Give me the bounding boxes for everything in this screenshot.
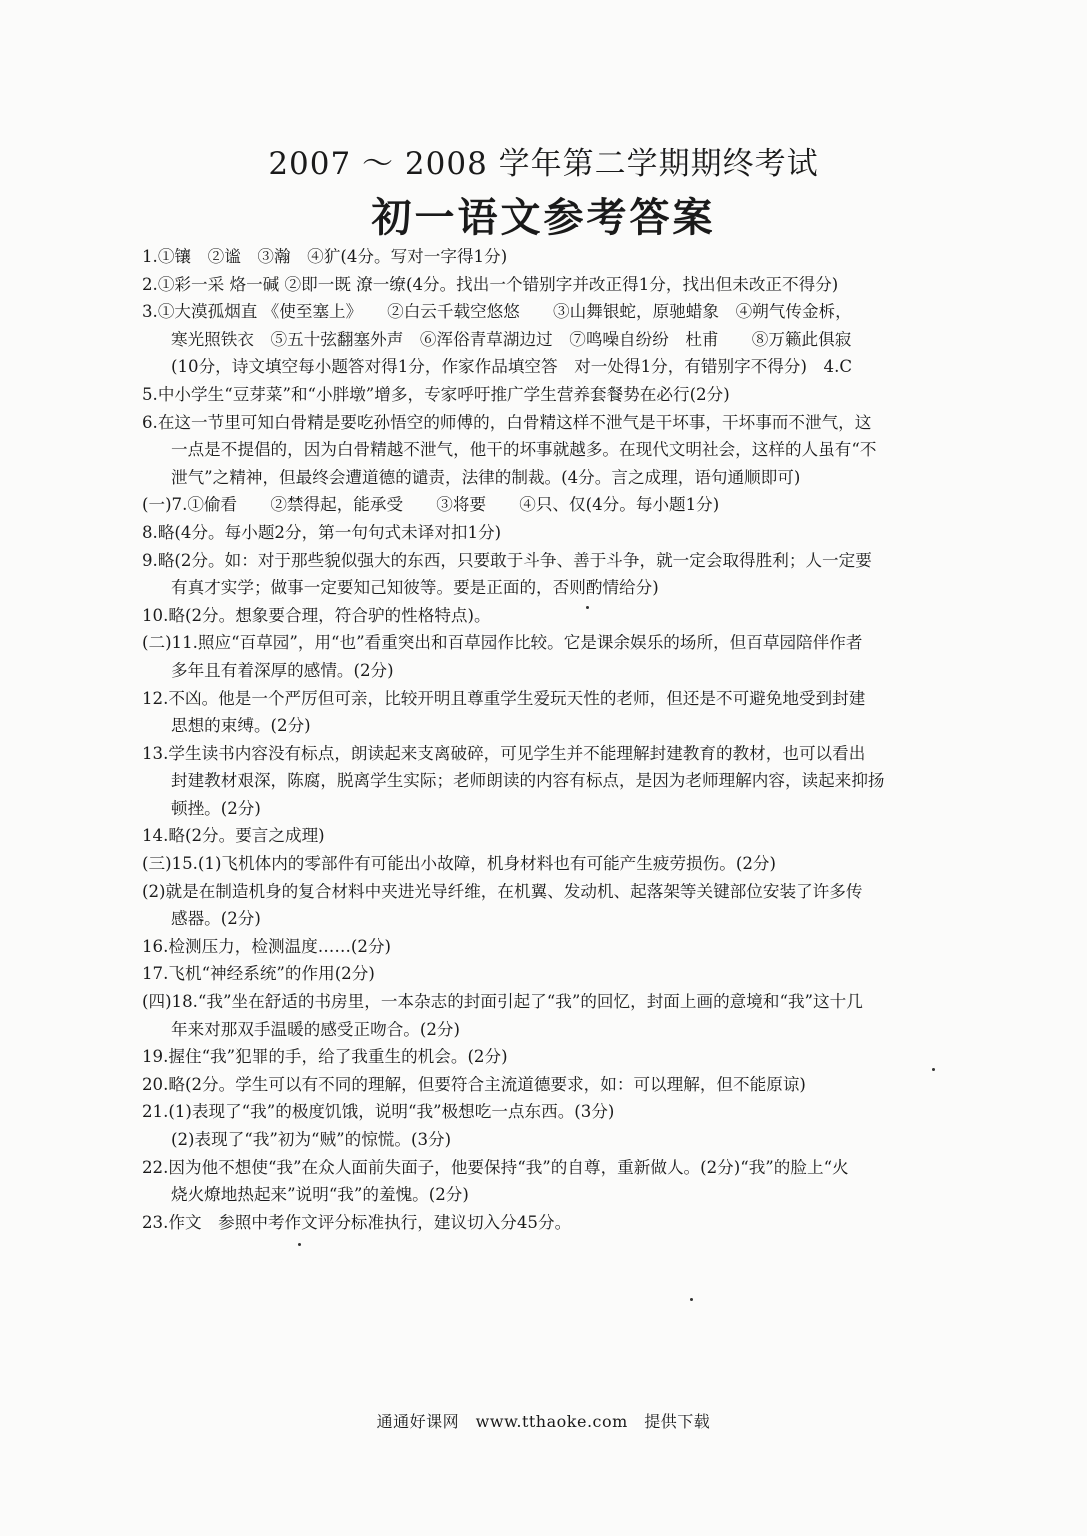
page-title: 初一语文参考答案 bbox=[371, 194, 716, 241]
footer-credit: 通通好课网 www.tthaoke.com 提供下载 bbox=[376, 1412, 711, 1431]
answer-line: 烧火燎地热起来”说明“我”的羞愧。(2分) bbox=[171, 1185, 469, 1205]
answer-line: 5.中小学生“豆芽菜”和“小胖墩”增多，专家呼吁推广学生营养套餐势在必行(2分) bbox=[142, 384, 730, 404]
scan-speck bbox=[586, 606, 589, 609]
answer-line: 寒光照铁衣 ⑤五十弦翻塞外声 ⑥浑俗青草湖边过 ⑦鸣噪自纷纷 杜甫 ⑧万籁此俱寂 bbox=[171, 329, 852, 349]
answer-line: 3.①大漠孤烟直 《使至塞上》 ②白云千载空悠悠 ③山舞银蛇，原驰蜡象 ④朔气传金柝， bbox=[142, 302, 852, 322]
answer-line: 封建教材艰深，陈腐，脱离学生实际；老师朗读的内容有标点，是因为老师理解内容，读起来抑扬 bbox=[171, 771, 885, 791]
answer-line: 13.学生读书内容没有标点，朗读起来支离破碎，可见学生并不能理解封建教育的教材，也可以看出 bbox=[142, 743, 866, 763]
scan-speck bbox=[298, 1243, 301, 1246]
answer-line: 8.略(4分。每小题2分，第一句句式未译对扣1分) bbox=[142, 522, 502, 542]
answer-line: 6.在这一节里可知白骨精是要吃孙悟空的师傅的，白骨精这样不泄气是干坏事，干坏事而不泄气，这 bbox=[142, 412, 872, 432]
answer-list bbox=[142, 243, 962, 1236]
answer-line: 一点是不提倡的，因为白骨精越不泄气，他干的坏事就越多。在现代文明社会，这样的人虽有“不 bbox=[171, 440, 877, 460]
exam-title: 2007 ～ 2008 学年第二学期期终考试 bbox=[268, 146, 819, 182]
answer-line: 19.握住“我”犯罪的手，给了我重生的机会。(2分) bbox=[142, 1047, 508, 1067]
answer-line: 16.检测压力，检测温度……(2分) bbox=[142, 936, 392, 956]
scan-speck bbox=[690, 1298, 693, 1301]
answer-line: 17.飞机“神经系统”的作用(2分) bbox=[142, 964, 375, 984]
answer-line: 21.(1)表现了“我”的极度饥饿，说明“我”极想吃一点东西。(3分) bbox=[142, 1102, 615, 1122]
answer-line: 9.略(2分。如：对于那些貌似强大的东西，只要敢于斗争、善于斗争，就一定会取得胜利；人一定要 bbox=[142, 550, 872, 570]
answer-line: (2)表现了“我”初为“贼”的惊慌。(3分) bbox=[171, 1130, 452, 1149]
answer-line: (10分，诗文填空每小题答对得1分，作家作品填空答 对一处得1分，有错别字不得分) 4.C bbox=[171, 357, 853, 377]
answer-line: (四)18.“我”坐在舒适的书房里，一本杂志的封面引起了“我”的回忆，封面上画的意境和“我”这十几 bbox=[142, 992, 863, 1012]
answer-line: 1.①镶 ②谧 ③瀚 ④犷(4分。写对一字得1分) bbox=[142, 247, 508, 266]
answer-line: 思想的束缚。(2分) bbox=[171, 716, 311, 736]
answer-line: 感器。(2分) bbox=[171, 909, 261, 929]
answer-line: 泄气”之精神，但最终会遭道德的谴责，法律的制裁。(4分。言之成理，语句通顺即可) bbox=[171, 467, 801, 487]
answer-line: 14.略(2分。要言之成理) bbox=[142, 826, 325, 846]
answer-line: (一)7.①偷看 ②禁得起，能承受 ③将要 ④只、仅(4分。每小题1分) bbox=[142, 495, 720, 515]
answer-line: 22.因为他不想使“我”在众人面前失面子，他要保持“我”的自尊，重新做人。(2分)“我”的脸上“火 bbox=[142, 1157, 849, 1177]
answer-line: 年来对那双手温暖的感受正吻合。(2分) bbox=[171, 1019, 461, 1039]
answer-line: (三)15.(1)飞机体内的零部件有可能出小故障，机身材料也有可能产生疲劳损伤。(2分) bbox=[142, 854, 776, 874]
answer-line: 有真才实学；做事一定要知己知彼等。要是正面的，否则酌情给分) bbox=[171, 578, 659, 598]
answer-line: (2)就是在制造机身的复合材料中夹进光导纤维，在机翼、发动机、起落架等关键部位安装了许多传 bbox=[142, 881, 863, 901]
answer-line: 多年且有着深厚的感情。(2分) bbox=[171, 660, 394, 680]
answer-line: 20.略(2分。学生可以有不同的理解，但要符合主流道德要求，如：可以理解，但不能原谅) bbox=[142, 1074, 806, 1094]
answer-line: 2.①彩一采 烙一碱 ②即一既 潦一缭(4分。找出一个错别字并改正得1分，找出但未改正不得分) bbox=[142, 274, 839, 294]
answer-line: 12.不凶。他是一个严厉但可亲，比较开明且尊重学生爱玩天性的老师，但还是不可避免地受到封建 bbox=[142, 688, 866, 708]
answer-line: 23.作文 参照中考作文评分标准执行，建议切入分45分。 bbox=[142, 1212, 572, 1232]
answer-line: 顿挫。(2分) bbox=[171, 798, 261, 818]
answer-line: (二)11.照应“百草园”，用“也”看重突出和百草园作比较。它是课余娱乐的场所，但百草园陪伴作者 bbox=[142, 633, 863, 653]
answer-line: 10.略(2分。想象要合理，符合驴的性格特点)。 bbox=[142, 605, 491, 625]
scan-speck bbox=[932, 1068, 935, 1071]
